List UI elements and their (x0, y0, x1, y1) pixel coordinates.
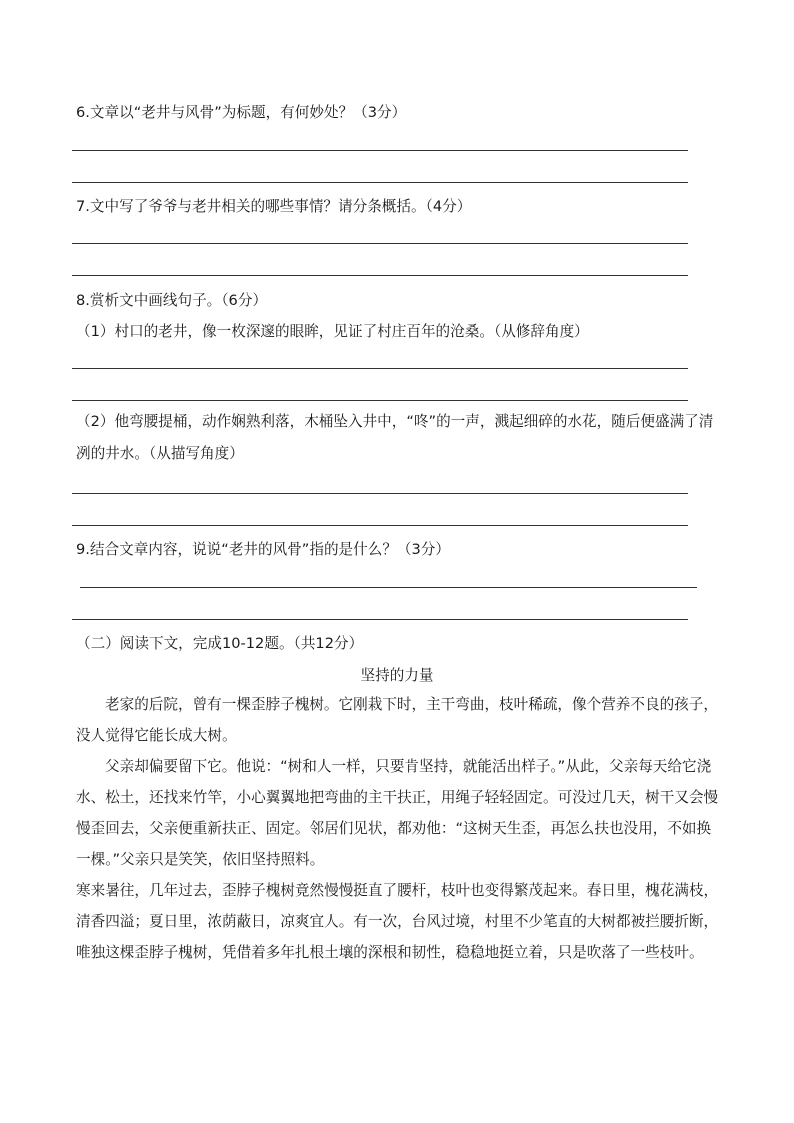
question-8: 8.赏析文中画线句子。（6分） (76, 292, 268, 309)
answer-line[interactable] (72, 525, 688, 526)
answer-line[interactable] (72, 619, 688, 620)
question-6: 6.文章以“老井与风骨”为标题，有何妙处？（3分） (76, 104, 407, 121)
answer-line[interactable] (72, 182, 688, 183)
answer-line[interactable] (80, 587, 697, 588)
answer-line[interactable] (72, 493, 688, 494)
question-8-part-2: （2）他弯腰提桶，动作娴熟利落，木桶坠入井中，“咚”的一声，溅起细碎的水花，随后便盛满了清冽的井水。（从描写角度） (76, 413, 714, 462)
article-paragraph: 父亲却偏要留下它。他说：“树和人一样，只要肯坚持，就能活出样子。”从此，父亲每天给它浇水、松土，还找来竹竿，小心翼翼地把弯曲的主干扶正，用绳子轻轻固定。可没过几天，树干又会慢慢歪回去，父亲便重新扶正、固定。邻居们见状，都劝他：“这树天生歪，再怎么扶也没用，不如换一棵。”父亲只是笑笑，依旧坚持照料。 (76, 758, 719, 868)
section-heading: （二）阅读下文，完成10-12题。（共12分） (76, 635, 364, 652)
question-8-part-1: （1）村口的老井，像一枚深邃的眼眸，见证了村庄百年的沧桑。（从修辞角度） (76, 323, 589, 340)
answer-line[interactable] (72, 243, 688, 244)
question-7: 7.文中写了爷爷与老井相关的哪些事情？请分条概括。（4分） (76, 198, 472, 215)
answer-line[interactable] (72, 400, 688, 401)
article-paragraph: 老家的后院，曾有一棵歪脖子槐树。它刚栽下时，主干弯曲，枝叶稀疏，像个营养不良的孩子，没人觉得它能长成大树。 (76, 696, 718, 744)
answer-line[interactable] (72, 275, 688, 276)
article-title: 坚持的力量 (360, 667, 434, 684)
question-9: 9.结合文章内容，说说“老井的风骨”指的是什么？（3分） (76, 541, 450, 558)
article-paragraph: 寒来暑往，几年过去，歪脖子槐树竟然慢慢挺直了腰杆，枝叶也变得繁茂起来。春日里，槐花满枝，清香四溢；夏日里，浓荫蔽日，凉爽宜人。有一次，台风过境，村里不少笔直的大树都被拦腰折断，唯独这棵歪脖子槐树，凭借着多年扎根土壤的深根和韧性，稳稳地挺立着，只是吹落了一些枝叶。 (76, 882, 719, 961)
answer-line[interactable] (72, 368, 688, 369)
answer-line[interactable] (72, 150, 688, 151)
